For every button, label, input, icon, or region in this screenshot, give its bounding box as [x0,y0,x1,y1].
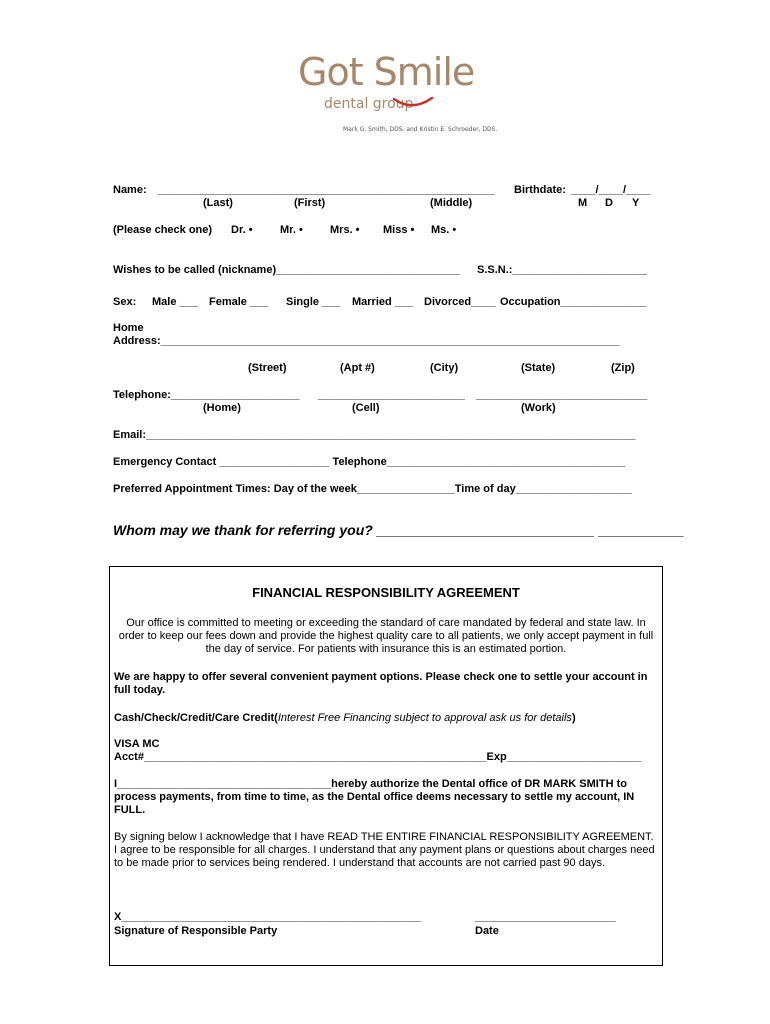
signature-field[interactable]: X_________________________________________________ [114,911,422,923]
street-label: (Street) [248,362,287,374]
payment-methods-label: Cash/Check/Credit/Care Credit( [114,712,278,724]
emergency-contact-field[interactable]: Emergency Contact __________________ Telephone_______________________________________ [113,456,626,468]
smile-icon [392,96,434,110]
financing-note: Interest Free Financing subject to approval ask us for details [277,712,572,724]
year-label: Y [632,197,640,209]
logo-wordmark: Got Smile [298,50,475,94]
logo-subtitle: dental group [324,96,414,112]
work-phone-label: (Work) [521,402,556,414]
financial-agreement-box [109,566,663,966]
married-field[interactable]: Married ___ [352,296,414,308]
title-option-ms[interactable]: Ms. • [431,224,457,236]
address-field[interactable]: Address:___________________________________________________________________________ [113,335,620,347]
first-label: (First) [294,197,326,209]
telephone-work-field[interactable]: ____________________________ [476,389,648,401]
apt-label: (Apt #) [340,362,375,374]
logo-doctors: Mark G. Smith, DDS. and Kristin E. Schroeder, DDS. [343,126,498,133]
zip-label: (Zip) [611,362,635,374]
occupation-field[interactable]: Occupation______________ [500,296,647,308]
visa-mc-option[interactable]: VISA MC [114,738,160,750]
agreement-intro: Our office is committed to meeting or exceeding the standard of care mandated by federal and state law. In order to keep our fees down and provide the highest quality care to all patients, we only accept payment in full the day of service. For patients with insurance this is an estimated portion. [118,617,654,655]
name-field[interactable]: _______________________________________________________ [158,184,495,196]
payment-methods [114,712,576,724]
city-label: (City) [430,362,459,374]
birthdate-label: Birthdate: [514,184,566,196]
payment-options-text: We are happy to offer several convenient payment options. Please check one to settle your account in full today. [114,671,648,696]
account-number-field[interactable]: Acct#________________________________________________________Exp______________________ [114,751,642,763]
telephone-home-field[interactable]: Telephone:_____________________ [113,389,300,401]
day-label: D [605,197,613,209]
signature-label: Signature of Responsible Party [114,925,278,937]
single-field[interactable]: Single ___ [286,296,341,308]
payment-methods-close: ) [571,712,576,724]
acknowledgement-text: By signing below I acknowledge that I have READ THE ENTIRE FINANCIAL RESPONSIBILITY AGREEMENT. I agree to be responsible for all charges. I understand that any payment plans or questions about charges need to be made prior to services being rendered. I understand that accounts are not carried past 90 days. [114,831,655,869]
agreement-title: FINANCIAL RESPONSIBILITY AGREEMENT [252,585,520,600]
date-field[interactable]: _______________________ [475,911,616,923]
date-label: Date [475,925,499,937]
month-label: M [578,197,588,209]
title-option-miss[interactable]: Miss • [383,224,415,236]
telephone-cell-field[interactable]: ________________________ [318,389,465,401]
check-one-label: (Please check one) [113,224,213,236]
middle-label: (Middle) [430,197,473,209]
state-label: (State) [521,362,556,374]
email-field[interactable]: Email:________________________________________________________________________________ [113,429,636,441]
title-option-mrs[interactable]: Mrs. • [330,224,360,236]
female-field[interactable]: Female ___ [209,296,269,308]
title-option-mr[interactable]: Mr. • [280,224,303,236]
home-label: Home [113,322,144,334]
home-phone-label: (Home) [203,402,241,414]
name-label: Name: [113,184,147,196]
divorced-field[interactable]: Divorced____ [424,296,496,308]
title-option-dr[interactable]: Dr. • [231,224,253,236]
appointment-times-field[interactable]: Preferred Appointment Times: Day of the week________________Time of day___________________ [113,483,632,495]
nickname-field[interactable]: Wishes to be called (nickname)______________________________ [113,264,460,276]
male-field[interactable]: Male ___ [152,296,198,308]
sex-label: Sex: [113,296,137,308]
birthdate-field[interactable]: ____/____/____ [571,184,651,196]
referral-field[interactable]: Whom may we thank for referring you? ____________________________ ___________ [113,522,685,538]
ssn-field[interactable]: S.S.N.:______________________ [477,264,648,276]
authorization-text[interactable]: I___________________________________hereby authorize the Dental office of DR MARK SMITH to process payments, from time to time, as the Dental office deems necessary to settle my account, IN FULL. [114,778,635,816]
last-label: (Last) [203,197,233,209]
cell-phone-label: (Cell) [352,402,380,414]
